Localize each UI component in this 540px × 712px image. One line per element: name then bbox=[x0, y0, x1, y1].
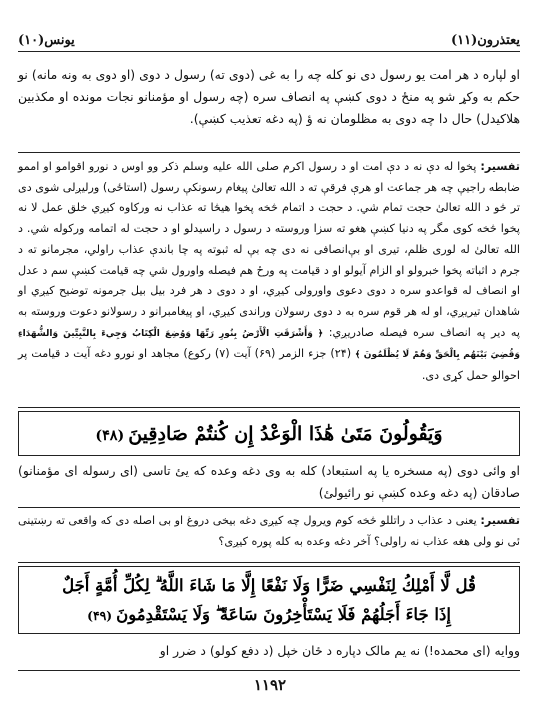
running-header bbox=[18, 26, 520, 48]
footer-rule bbox=[18, 670, 520, 671]
ayah-49-line-2: إِذَا جَاءَ أَجَلُهُمْ فَلَا يَسْتَأْخِرُونَ سَاعَةً ۖ وَلَا يَسْتَقْدِمُونَ(۴۹) bbox=[62, 600, 476, 630]
header-para: یعتذرون(۱۱) bbox=[450, 33, 520, 48]
divider-3 bbox=[18, 507, 520, 508]
tafsir-ending: (۲۴) جزء الزمر (۶۹) آیت (۷) رکوع) مجاهد او نورو دغه آیت د قیامت پر احوالو حمل کړی دی. bbox=[18, 347, 520, 383]
tafsir-label: تفسیر: bbox=[480, 514, 520, 527]
ayah-number-marker: (۴۹) bbox=[87, 607, 113, 623]
tafsir-text: یعنی د عذاب د راتللو څخه کوم ویرول چه کیږی دغه بیخی دروغ او بی اصله دی که واقعی ته رښتینی ئی نو ولی هغه عذاب نه راولی؟ آخر دغه وعده به کله پوره کیږی؟ bbox=[17, 514, 520, 548]
translation-paragraph-2: او وائی دوی (په مسخره یا په استبعاد) کله به وی دغه وعده که یئ تاسی (ای رسوله ای مؤمنانو) صادقان (په دغه وعده کښې نو رائیولئ) bbox=[18, 463, 520, 500]
ayah-48-box bbox=[18, 411, 520, 456]
ayah-49-box bbox=[18, 566, 520, 634]
ayah-number-marker: (۴۸) bbox=[95, 427, 125, 444]
translation-paragraph-1: او لپاره د هر امت یو رسول دی نو کله چه را به غی (دوی ته) رسول د دوی (او دوی به ونه مانه) نو حکم به وکړ شو په منځ د دوی کښې په انصاف سره (چه رسول او مؤمنانو نجات مونده او مکذبین هلاکیدل) حال دا چه دوی به مظلومان نه ؤ (په دغه تعذیب کښې). bbox=[18, 67, 520, 126]
tafsir-text: پخوا له دې نه د دې امت او د رسول اکرم صلی الله علیه وسلم ذکر وو اوس د نورو اقوامو او اممو ضابطه راجیې چه هر جماعت او هرې فرقې ته د الله تعالیٰ پیغام رسونکې رسول (استاځی) ورلیږلی شوی دی تر څو د الله تعالیٰ حجت تمام شي. د حجت د اتمام څخه پخوا هیڅا ته عذاب نه ورکاوه کیږي خلق عمل لا نه پخوا څخه کوی مگر په دنیا کښې هغو ته سزا وروسته د رسول د راسیدلو او د حجت له اتمامه ورکوله شي. د الله تعالیٰ له لوری ظلم، تیری او بې‌انصافی نه دی چه بې له ثبوته په چا باندې عذاب راولي، مجرمانو ته د جرم د اثباته پخوا خبرولو او الزام آیولو او د قیامت په ورځ هم فیصله واورول شي چه قیامت کښې سم د عدل او انصاف له قواعدو سره د دوی دعوی واورولی کیږي، او د دوی د هر فرد بیل بیل جرمونه توضیح کیږي او شاهدان تیریږي، او له هر قوم سره به د دوی رسولان وراندی کیږي، او پیغامبرانو د رسولانو دعوت وروسته به په دیر په انصاف سره فیصله صادریږي: bbox=[18, 160, 520, 339]
tafsir-label: تفسیر: bbox=[480, 160, 520, 173]
divider-1 bbox=[18, 152, 520, 153]
header-rule bbox=[18, 51, 520, 52]
ayah-49-line-1: قُل لَّا أَمْلِكُ لِنَفْسِي ضَرًّا وَلَا نَفْعًا إِلَّا مَا شَاءَ اللَّهُ ۗ لِكُلِّ أُمَّةٍ أَجَلٌ bbox=[62, 575, 476, 595]
divider-4 bbox=[18, 562, 520, 563]
ayah-48-text: وَيَقُولُونَ مَتَىٰ هَٰذَا الْوَعْدُ إِن كُنتُمْ صَادِقِينَ bbox=[128, 422, 443, 445]
divider-2 bbox=[18, 407, 520, 408]
translation-paragraph-3: ووایه (ای محمده!) نه یم مالک دپاره د ځان خپل (د دفع کولو) د ضرر او bbox=[159, 643, 520, 658]
page-number: ۱۱۹۲ bbox=[253, 676, 287, 694]
tafsir-block-2 bbox=[18, 511, 520, 552]
header-surah-juz: یونس(۱۰) bbox=[18, 33, 75, 48]
tafsir-block-1 bbox=[18, 157, 520, 387]
quranic-quote: ﴿ وَأَشْرَقَتِ الْأَرْضُ بِنُورِ رَبِّهَا وَوُضِعَ الْكِتَابُ وَجِيءَ بِالنَّبِيِّينَ وَالشُّهَدَاءِ وَقُضِيَ بَيْنَهُم بِالْحَقِّ وَهُمْ لَا يُظْلَمُونَ ﴾ bbox=[18, 328, 520, 361]
